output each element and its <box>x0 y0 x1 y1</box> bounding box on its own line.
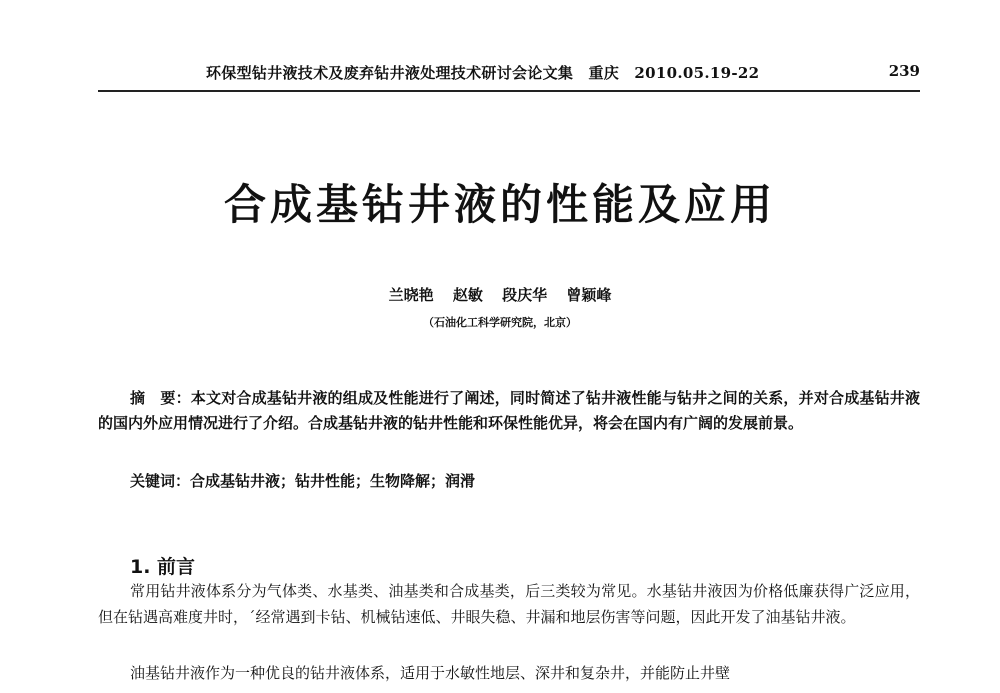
conference-name: 环保型钻井液技术及废弃钻井液处理技术研讨会论文集 重庆 2010.05.19-22 <box>206 64 760 82</box>
body-paragraph: 常用钻井液体系分为气体类、水基类、油基类和合成基类，后三类较为常见。水基钻井液因为价格低廉获得广泛应用，但在钻遇高难度井时，´经常遇到卡钻、机械钻速低、井眼失稳、井漏和地层伤害等问题，因此开发了油基钻井液。 <box>98 582 920 626</box>
paper-title: 合成基钻井液的性能及应用 <box>223 180 776 229</box>
abstract-text: 本文对合成基钻井液的组成及性能进行了阐述，同时简述了钻井液性能与钻井之间的关系，并对合成基钻井液的国内外应用情况进行了介绍。合成基钻井液的钻井性能和环保性能优异，将会在国内有广阔的发展前景。 <box>98 389 920 432</box>
keywords-label: 关键词： <box>130 472 191 490</box>
abstract <box>98 386 920 436</box>
author: 段庆华 <box>502 286 548 304</box>
running-header <box>98 60 920 92</box>
page-number: 239 <box>888 62 920 80</box>
author: 赵敏 <box>452 286 483 304</box>
keywords <box>130 470 475 491</box>
body-paragraph: 油基钻井液作为一种优良的钻井液体系，适用于水敏性地层、深井和复杂井，并能防止井壁 <box>130 664 731 682</box>
abstract-label: 摘 要： <box>130 389 191 407</box>
affiliation: （石油化工科学研究院，北京） <box>423 316 577 329</box>
author: 兰晓艳 <box>388 286 434 304</box>
section-heading: 1. 前言 <box>130 556 196 578</box>
keywords-text: 合成基钻井液；钻井性能；生物降解；润滑 <box>190 472 476 490</box>
author: 曾颖峰 <box>566 286 612 304</box>
author-list <box>0 284 1000 305</box>
